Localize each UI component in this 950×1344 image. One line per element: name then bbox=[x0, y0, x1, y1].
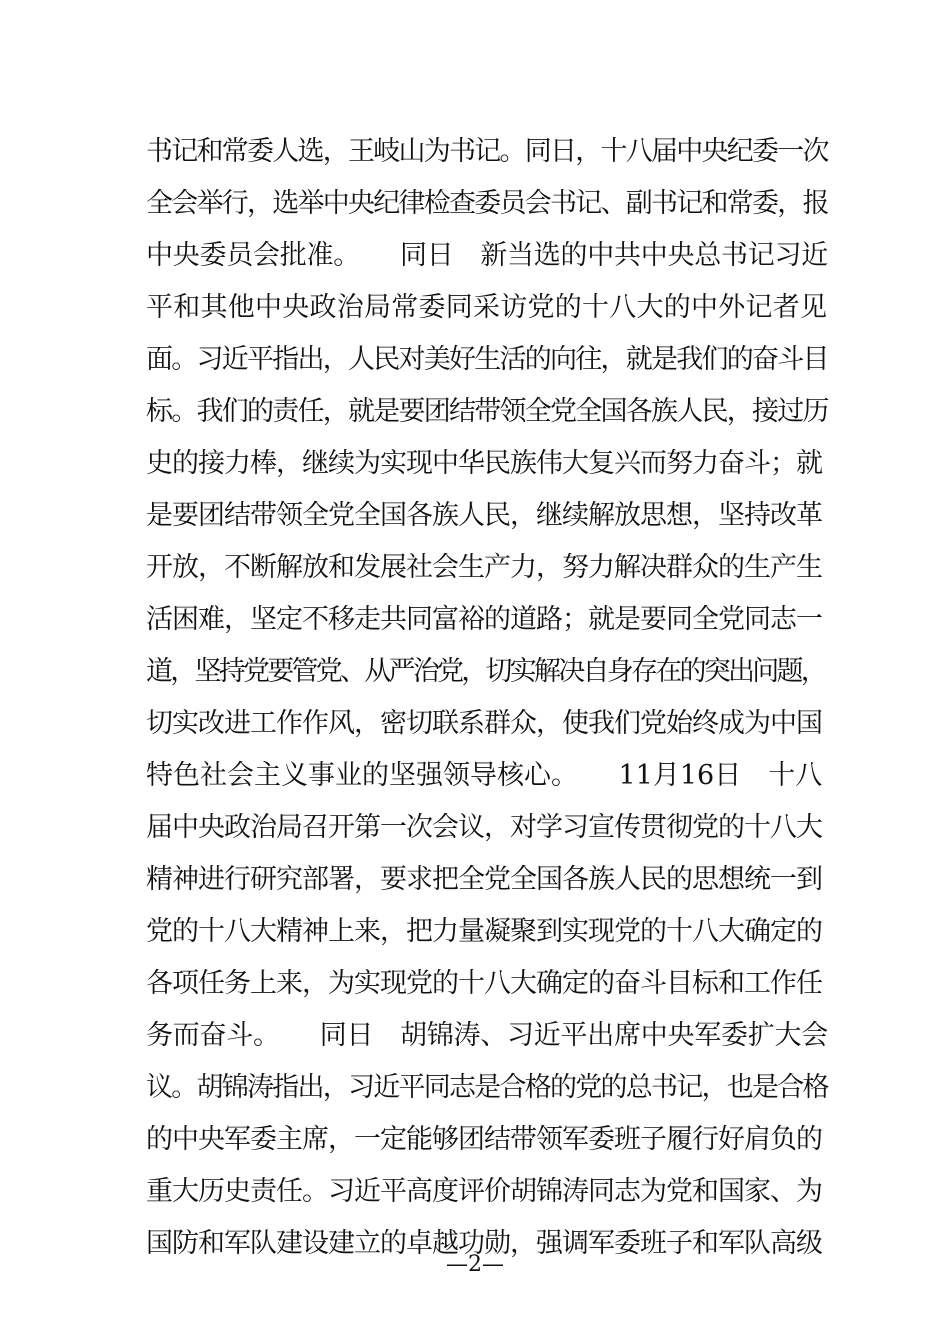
body-text bbox=[146, 126, 826, 1270]
page-number: —2— bbox=[446, 1252, 504, 1277]
text-line: 平和其他中央政治局常委同采访党的十八大的中外记者见 bbox=[146, 292, 828, 323]
text-line: 议。胡锦涛指出，习近平同志是合格的党的总书记，也是合格 bbox=[146, 1072, 828, 1103]
text-line: 国防和军队建设建立的卓越功勋，强调军委班子和军队高级 bbox=[146, 1228, 822, 1259]
text-line: 活困难，坚定不移走共同富裕的道路；就是要同全党同志一 bbox=[146, 604, 822, 635]
text-line: 是要团结带领全党全国各族人民，继续解放思想，坚持改革 bbox=[146, 500, 822, 531]
text-line: 开放，不断解放和发展社会生产力，努力解决群众的生产生 bbox=[146, 552, 822, 583]
text-line: 届中央政治局召开第一次会议，对学习宣传贯彻党的十八大 bbox=[146, 812, 822, 843]
text-line: 书记和常委人选，王岐山为书记。同日，十八届中央纪委一次 bbox=[146, 136, 828, 167]
text-line: 切实改进工作作风，密切联系群众，使我们党始终成为中国 bbox=[146, 708, 822, 739]
text-line: 面。习近平指出，人民对美好生活的向往，就是我们的奋斗目 bbox=[146, 344, 828, 375]
text-line: 党的十八大精神上来，把力量凝聚到实现党的十八大确定的 bbox=[146, 916, 822, 947]
text-line: 特色社会主义事业的坚强领导核心。 11月16日 十八 bbox=[146, 760, 823, 791]
text-line: 标。我们的责任，就是要团结带领全党全国各族人民，接过历 bbox=[146, 396, 828, 427]
text-line: 中央委员会批准。 同日 新当选的中共中央总书记习近 bbox=[146, 240, 828, 271]
text-line: 精神进行研究部署，要求把全党全国各族人民的思想统一到 bbox=[146, 864, 822, 895]
text-line: 各项任务上来，为实现党的十八大确定的奋斗目标和工作任 bbox=[146, 968, 822, 999]
text-line: 务而奋斗。 同日 胡锦涛、习近平出席中央军委扩大会 bbox=[146, 1020, 828, 1051]
text-line: 道，坚持党要管党、从严治党，切实解决自身存在的突出问题， bbox=[146, 656, 825, 687]
text-line: 史的接力棒，继续为实现中华民族伟大复兴而努力奋斗；就 bbox=[146, 448, 822, 479]
text-line: 全会举行，选举中央纪律检查委员会书记、副书记和常委，报 bbox=[146, 188, 828, 219]
text-line: 的中央军委主席，一定能够团结带领军委班子履行好肩负的 bbox=[146, 1124, 822, 1155]
text-line: 重大历史责任。习近平高度评价胡锦涛同志为党和国家、为 bbox=[146, 1176, 822, 1207]
